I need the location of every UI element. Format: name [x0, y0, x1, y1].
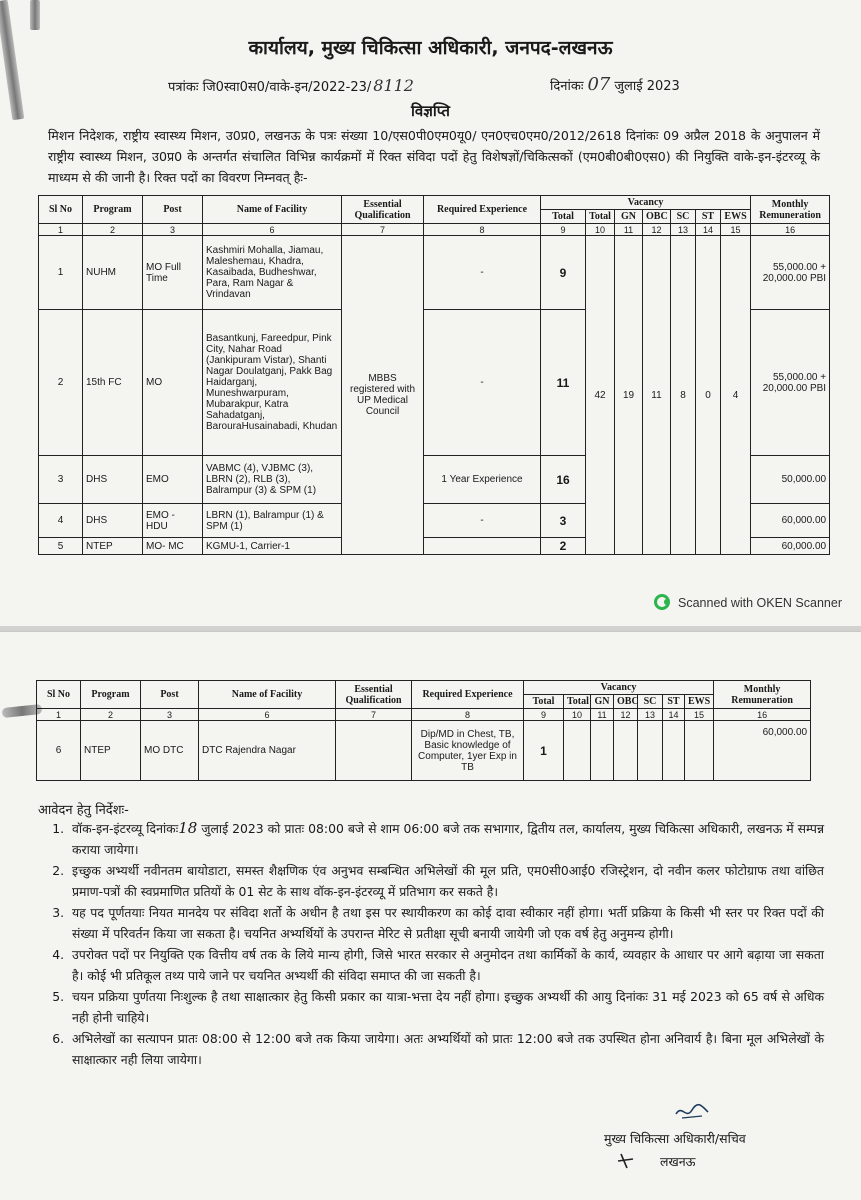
column-number: 13 — [638, 709, 663, 721]
cell-vacancy-st: 0 — [696, 236, 721, 555]
column-number: 2 — [81, 709, 141, 721]
header-total-2: Total — [586, 210, 615, 224]
cell-experience: 1 Year Experience — [424, 456, 541, 504]
cell-total: 3 — [541, 504, 586, 538]
cell-post: EMO — [143, 456, 203, 504]
cell-total: 2 — [541, 538, 586, 555]
cell-vacancy-total: 42 — [586, 236, 615, 555]
column-number: 10 — [586, 224, 615, 236]
cell-remuneration: 60,000.00 — [751, 504, 830, 538]
cell-facility: DTC Rajendra Nagar — [199, 721, 336, 781]
cell-facility: Kashmiri Mohalla, Jiamau, Maleshemau, Khadra, Kasaibada, Budheshwar, Para, Ram Nagar & Vrindavan — [203, 236, 342, 310]
column-number: 14 — [696, 224, 721, 236]
column-number: 7 — [342, 224, 424, 236]
cell-experience: - — [424, 504, 541, 538]
cell-vacancy-gn: 19 — [615, 236, 643, 555]
cell-remuneration: 50,000.00 — [751, 456, 830, 504]
instruction-1-prefix: वॉक-इन-इंटरव्यू दिनांकः — [72, 821, 179, 836]
cell-post: MO- MC — [143, 538, 203, 555]
column-number: 16 — [751, 224, 830, 236]
header-program: Program — [81, 681, 141, 709]
header-qualification: Essential Qualification — [342, 196, 424, 224]
column-number: 15 — [685, 709, 714, 721]
header-ews: EWS — [685, 695, 714, 709]
cell-total: 1 — [524, 721, 564, 781]
cell-experience: - — [424, 310, 541, 456]
cell-sl-no: 6 — [37, 721, 81, 781]
vacancy-table-continued — [36, 680, 811, 781]
column-number-row — [37, 709, 811, 721]
cell-facility: LBRN (1), Balrampur (1) & SPM (1) — [203, 504, 342, 538]
cell-qualification — [336, 721, 412, 781]
cell-remuneration: 60,000.00 — [751, 538, 830, 555]
header-total: Total — [541, 210, 586, 224]
column-number: 3 — [143, 224, 203, 236]
header-experience: Required Experience — [412, 681, 524, 709]
cell-remuneration: 55,000.00 + 20,000.00 PBI — [751, 310, 830, 456]
cell-sl-no: 5 — [39, 538, 83, 555]
cell-vacancy-obc: 11 — [643, 236, 671, 555]
column-number: 2 — [83, 224, 143, 236]
header-vacancy: Vacancy — [524, 681, 714, 695]
cell-remuneration: 60,000.00 — [714, 721, 811, 781]
cell-sl-no: 2 — [39, 310, 83, 456]
date-label: दिनांकः — [550, 79, 584, 94]
signature-scribble — [672, 1100, 712, 1122]
office-title: कार्यालय, मुख्य चिकित्सा अधिकारी, जनपद-लखनऊ — [248, 37, 613, 59]
cell-sl-no: 4 — [39, 504, 83, 538]
cell-facility: VABMC (4), VJBMC (3), LBRN (2), RLB (3), Balrampur (3) & SPM (1) — [203, 456, 342, 504]
header-sl-no: Sl No — [39, 196, 83, 224]
cell-program: DHS — [83, 456, 143, 504]
cell-post: MO DTC — [141, 721, 199, 781]
signatory-place: लखनऊ — [660, 1154, 696, 1169]
column-number: 12 — [643, 224, 671, 236]
header-gn: GN — [591, 695, 614, 709]
reference-number — [168, 76, 414, 95]
column-number: 9 — [541, 224, 586, 236]
cell-qualification: MBBS registered with UP Medical Council — [342, 236, 424, 555]
header-obc: OBC — [643, 210, 671, 224]
column-number: 7 — [336, 709, 412, 721]
header-facility: Name of Facility — [199, 681, 336, 709]
cell-experience — [424, 538, 541, 555]
header-obc: OBC — [614, 695, 638, 709]
cell-post: MO Full Time — [143, 236, 203, 310]
header-post: Post — [143, 196, 203, 224]
cell-facility: KGMU-1, Carrier-1 — [203, 538, 342, 555]
instruction-item: 5. चयन प्रक्रिया पुर्णतया निःशुल्क है तथा साक्षात्कार हेतु किसी प्रकार का यात्रा-भत्ता देय नहीं होगा। इच्छुक अभ्यर्थी की आयु दिनांकः 31 मई 2023 को 65 वर्ष से अधिक नही होनी चाहिये। — [68, 986, 824, 1028]
cell-program: NUHM — [83, 236, 143, 310]
cell-post: MO — [143, 310, 203, 456]
header-sc: SC — [638, 695, 663, 709]
signature-mark — [615, 1150, 637, 1172]
instructions-title: आवेदन हेतु निर्देशः- — [38, 803, 129, 818]
cell-vacancy-st — [663, 721, 685, 781]
column-number: 11 — [591, 709, 614, 721]
column-number: 6 — [203, 224, 342, 236]
column-number: 11 — [615, 224, 643, 236]
issue-date — [550, 74, 680, 95]
cell-vacancy-obc — [614, 721, 638, 781]
notice-title: विज्ञप्ति — [411, 102, 450, 120]
header-remuneration: Monthly Remuneration — [751, 196, 830, 224]
header-total: Total — [524, 695, 564, 709]
column-number: 3 — [141, 709, 199, 721]
header-st: ST — [696, 210, 721, 224]
vacancy-table — [38, 195, 830, 555]
header-facility: Name of Facility — [203, 196, 342, 224]
column-number: 9 — [524, 709, 564, 721]
table-row — [37, 721, 811, 781]
cell-vacancy-ews: 4 — [721, 236, 751, 555]
cell-experience: - — [424, 236, 541, 310]
header-experience: Required Experience — [424, 196, 541, 224]
cell-program: NTEP — [81, 721, 141, 781]
header-sc: SC — [671, 210, 696, 224]
column-number: 14 — [663, 709, 685, 721]
instruction-item — [68, 818, 824, 860]
column-number: 1 — [37, 709, 81, 721]
column-number: 13 — [671, 224, 696, 236]
cell-program: DHS — [83, 504, 143, 538]
signatory-title: मुख्य चिकित्सा अधिकारी/सचिव — [604, 1131, 746, 1146]
scanner-text: Scanned with OKEN Scanner — [678, 596, 842, 610]
header-ews: EWS — [721, 210, 751, 224]
cell-vacancy-ews — [685, 721, 714, 781]
column-number: 12 — [614, 709, 638, 721]
column-number-row — [39, 224, 830, 236]
header-remuneration: Monthly Remuneration — [714, 681, 811, 709]
column-number: 8 — [412, 709, 524, 721]
header-program: Program — [83, 196, 143, 224]
header-qualification: Essential Qualification — [336, 681, 412, 709]
reference-handwritten: 8112 — [373, 76, 414, 95]
column-number: 10 — [564, 709, 591, 721]
cell-vacancy-sc: 8 — [671, 236, 696, 555]
cell-total: 9 — [541, 236, 586, 310]
header-total-2: Total — [564, 695, 591, 709]
date-day-handwritten: 07 — [587, 74, 611, 95]
cell-post: EMO - HDU — [143, 504, 203, 538]
column-number: 16 — [714, 709, 811, 721]
cell-program: 15th FC — [83, 310, 143, 456]
cell-facility: Basantkunj, Fareedpur, Pink City, Nahar Road (Jankipuram Vistar), Shanti Nagar Doulatganj, Pakk Bag Haidarganj, Muneshwarpuram, Mubarakpur, Katra Sahadatganj, BarouraHusainabadi, Khudan — [203, 310, 342, 456]
header-vacancy: Vacancy — [541, 196, 751, 210]
header-sl-no: Sl No — [37, 681, 81, 709]
scanner-watermark — [654, 594, 842, 610]
cell-vacancy-total — [564, 721, 591, 781]
cell-experience: Dip/MD in Chest, TB, Basic knowledge of Computer, 1yer Exp in TB — [412, 721, 524, 781]
instruction-item: 3. यह पद पूर्णतयाः नियत मानदेय पर संविदा शर्तो के अधीन है तथा इस पर स्थायीकरण का कोई दावा स्वीकार नहीं होगा। भर्ती प्रक्रिया के किसी भी स्तर पर रिक्त पदों की संख्या में परिवर्तन किया जा सकता है। चयनित अभ्यर्थियों के उपरान्त मेरिट से प्रतीक्षा सूची बनायी जायेगी जो एक वर्ष हेतु अनुमन्य होगी। — [68, 902, 824, 944]
cell-remuneration: 55,000.00 + 20,000.00 PBI — [751, 236, 830, 310]
instruction-1-suffix: जुलाई 2023 को प्रातः 08:00 बजे से शाम 06:00 बजे तक सभागार, द्वितीय तल, कार्यालय, मुख्य चिकित्सा अधिकारी, लखनऊ में सम्पन्न कराया जायेगा। — [72, 821, 825, 857]
cell-sl-no: 3 — [39, 456, 83, 504]
header-post: Post — [141, 681, 199, 709]
column-number: 6 — [199, 709, 336, 721]
column-number: 1 — [39, 224, 83, 236]
intro-paragraph: मिशन निदेशक, राष्ट्रीय स्वास्थ्य मिशन, उ0प्र0, लखनऊ के पत्रः संख्या 10/एस0पी0एम0यू0/ एन0एच0एम0/2012/2618 दिनांकः 09 अप्रैल 2018 के अनुपालन में राष्ट्रीय स्वास्थ्य मिशन, उ0प्र0 के अन्तर्गत संचालित विभिन्न कार्यक्रमों में रिक्त संविदा पदों हेतु विशेषज्ञों/चिकित्सकों (एम0बी0बी0एस0) की नियुक्ति वाके-इन-इंटरव्यू के माध्यम से की जानी है। रिक्त पदों का विवरण निम्नवत् हैः- — [48, 128, 820, 185]
instruction-item: 4. उपरोक्त पदों पर नियुक्ति एक वित्तीय वर्ष तक के लिये मान्य होगी, जिसे भारत सरकार से अनुमोदन तथा कार्मिकों के कार्य, व्यवहार के आधार पर आगे बढ़ाया जा सकता है। कोई भी प्रतिकूल तथ्य पाये जाने पर चयनित अभ्यर्थी की संविदा समाप्त की जा सकती है। — [68, 944, 824, 986]
column-number: 8 — [424, 224, 541, 236]
reference-label: पत्रांकः जि0स्वा0स0/वाके-इन/2022-23/ — [168, 80, 372, 95]
cell-vacancy-gn — [591, 721, 614, 781]
table-row — [39, 236, 830, 310]
instructions-list — [48, 818, 824, 1070]
instruction-1-day-handwritten: 18 — [178, 819, 198, 837]
column-number: 15 — [721, 224, 751, 236]
cell-total: 16 — [541, 456, 586, 504]
header-gn: GN — [615, 210, 643, 224]
cell-vacancy-sc — [638, 721, 663, 781]
cell-total: 11 — [541, 310, 586, 456]
cell-sl-no: 1 — [39, 236, 83, 310]
header-st: ST — [663, 695, 685, 709]
cell-program: NTEP — [83, 538, 143, 555]
instruction-item: 2. इच्छुक अभ्यर्थी नवीनतम बायोडाटा, समस्त शैक्षणिक एंव अनुभव सम्बन्धित अभिलेखों की मूल प्रति, एम0सी0आई0 रजिस्ट्रेशन, दो नवीन कलर फोटोग्राफ तथा वांछित प्रमाण-पत्रों की स्वप्रमाणित प्रतियों के 01 सेट के साथ वॉक-इन-इंटरव्यू में प्रतिभाग कर सकते है। — [68, 860, 824, 902]
staple-mark — [30, 0, 40, 30]
date-month-year: जुलाई 2023 — [614, 79, 680, 94]
instruction-item: 6. अभिलेखों का सत्यापन प्रातः 08:00 से 12:00 बजे तक किया जायेगा। अतः अभ्यर्थियों को प्रातः 12:00 बजे तक उपस्थित होना अनिवार्य है। बिना मूल अभिलेखों के साक्षात्कार नही लिया जायेगा। — [68, 1028, 824, 1070]
scanner-logo-icon — [654, 594, 670, 610]
